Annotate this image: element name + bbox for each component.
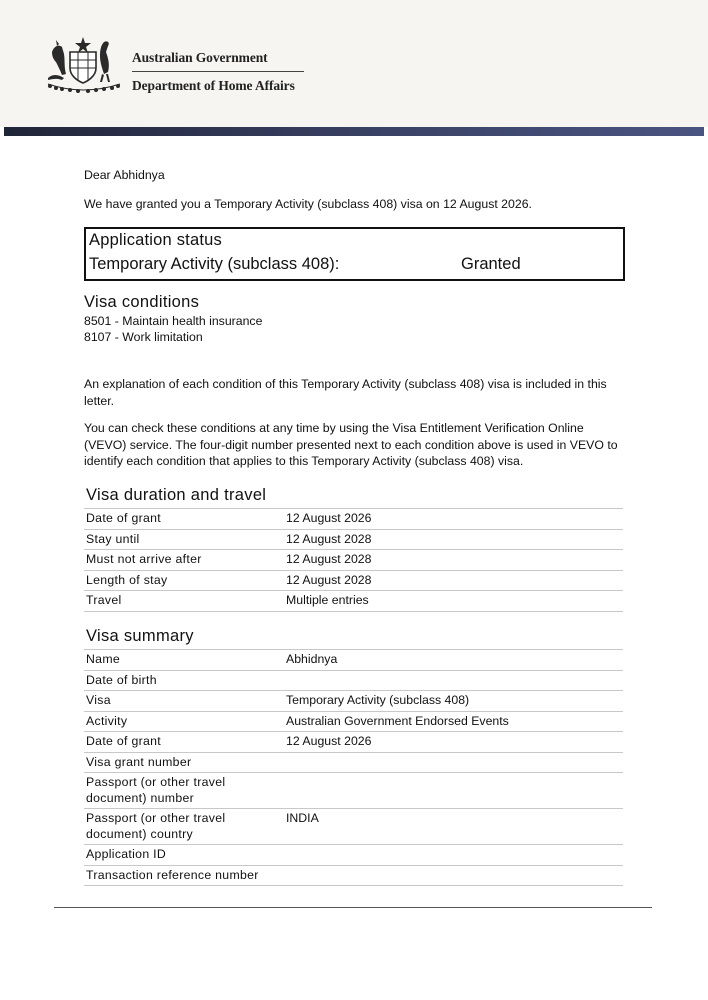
row-value: Temporary Activity (subclass 408) [284,691,623,712]
row-label: Date of grant [84,732,284,753]
row-label: Date of grant [84,509,284,530]
row-value [284,752,623,773]
grant-statement: We have granted you a Temporary Activity (subclass 408) visa on 12 August 2026. [84,197,532,211]
condition-item: 8107 - Work limitation [84,330,203,344]
table-row [84,591,623,612]
visa-conditions-heading: Visa conditions [84,293,200,311]
table-row [84,711,623,732]
row-label: Travel [84,591,284,612]
letterhead [0,0,708,127]
row-value [284,773,623,809]
table-row [84,752,623,773]
table-row [84,650,623,671]
footer-divider [54,907,652,908]
table-row [84,570,623,591]
row-value: 12 August 2026 [284,509,623,530]
table-row [84,809,623,845]
visa-duration-table [84,508,623,612]
row-label: Length of stay [84,570,284,591]
table-row [84,845,623,866]
row-label: Visa [84,691,284,712]
government-name: Australian Government [132,50,268,65]
department-name: Department of Home Affairs [132,78,295,93]
row-label: Date of birth [84,670,284,691]
row-label: Passport (or other travel document) country [84,809,284,845]
table-row [84,670,623,691]
row-label: Transaction reference number [84,865,284,886]
row-value: Abhidnya [284,650,623,671]
table-row [84,509,623,530]
row-value: Multiple entries [284,591,623,612]
row-label: Stay until [84,529,284,550]
status-title: Application status [89,231,222,249]
table-row [84,550,623,571]
row-value: 12 August 2028 [284,529,623,550]
visa-duration-heading: Visa duration and travel [86,486,267,504]
row-label: Passport (or other travel document) number [84,773,284,809]
row-value: 12 August 2026 [284,732,623,753]
table-row [84,865,623,886]
row-label: Name [84,650,284,671]
row-value [284,865,623,886]
row-value: 12 August 2028 [284,550,623,571]
table-row [84,732,623,753]
coat-of-arms-icon [42,34,124,96]
vevo-explanation: You can check these conditions at any time by using the Visa Entitlement Verification Online (VEVO) service. The four-digit number presented next to each condition above is used in VEVO to identify each condition that applies to this Temporary Activity (subclass 408) visa. [84,421,618,468]
row-value: Australian Government Endorsed Events [284,711,623,732]
condition-item: 8501 - Maintain health insurance [84,314,263,328]
row-value [284,670,623,691]
row-label: Visa grant number [84,752,284,773]
table-row [84,529,623,550]
table-row [84,773,623,809]
letterhead-divider [132,71,304,72]
status-value: Granted [461,255,521,273]
visa-summary-heading: Visa summary [86,627,194,645]
status-visa-label: Temporary Activity (subclass 408): [89,255,340,273]
row-label: Activity [84,711,284,732]
row-value: 12 August 2028 [284,570,623,591]
row-label: Application ID [84,845,284,866]
row-label: Must not arrive after [84,550,284,571]
table-row [84,691,623,712]
application-status-box [84,227,625,281]
row-value: INDIA [284,809,623,845]
conditions-explanation: An explanation of each condition of this Temporary Activity (subclass 408) visa is included in this letter. [84,377,607,408]
greeting: Dear Abhidnya [84,168,165,182]
visa-summary-table [84,649,623,886]
header-band [4,127,704,136]
row-value [284,845,623,866]
